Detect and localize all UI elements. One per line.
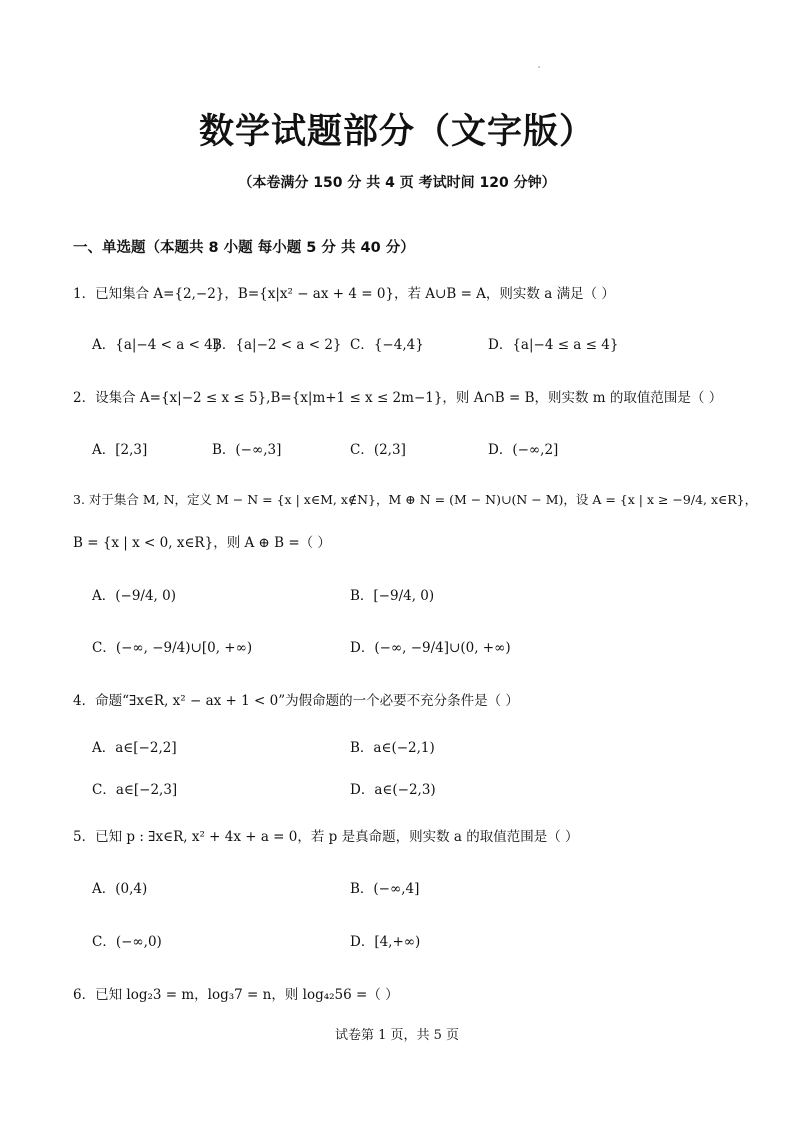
question-4-stem: 4．命题“∃x∈R, x² − ax + 1 < 0”为假命题的一个必要不充分条件是（ ） (73, 693, 519, 709)
question-2-stem: 2．设集合 A={x|−2 ≤ x ≤ 5},B={x|m+1 ≤ x ≤ 2m−1}，则 A∩B = B，则实数 m 的取值范围是（ ） (73, 390, 723, 406)
question-2-option-d: D．(−∞,2] (488, 442, 559, 458)
question-2-option-c: C．(2,3] (350, 442, 406, 458)
question-5-option-b: B．(−∞,4] (350, 881, 420, 897)
question-4-option-c: C．a∈[−2,3] (92, 782, 178, 798)
question-4-option-d: D．a∈(−2,3) (350, 782, 436, 798)
question-1-option-b: B．{a|−2 < a < 2} (212, 337, 342, 353)
scan-dot (538, 66, 540, 68)
page-footer: 试卷第 1 页，共 5 页 (334, 1028, 460, 1043)
question-1-option-a: A．{a|−4 < a < 4} (92, 337, 222, 353)
question-5-option-a: A．(0,4) (92, 881, 148, 897)
question-2-option-a: A．[2,3] (92, 442, 148, 458)
question-4-option-a: A．a∈[−2,2] (92, 740, 177, 756)
question-3-option-c: C．(−∞, −9/4)∪[0, +∞) (92, 640, 253, 656)
question-4-option-b: B．a∈(−2,1) (350, 740, 435, 756)
question-2-option-b: B．(−∞,3] (212, 442, 282, 458)
question-1-option-d: D．{a|−4 ≤ a ≤ 4} (488, 337, 619, 353)
page-title: 数学试题部分（文字版） (198, 112, 595, 152)
question-5-option-d: D．[4,+∞) (350, 934, 421, 950)
section-heading: 一、单选题（本题共 8 小题 每小题 5 分 共 40 分） (73, 240, 415, 256)
question-3-stem-line2: B = {x | x < 0, x∈R}，则 A ⊕ B =（ ） (73, 535, 331, 551)
question-6-stem: 6．已知 log₂3 = m，log₃7 = n，则 log₄₂56 =（ ） (73, 987, 399, 1003)
question-5-option-c: C．(−∞,0) (92, 934, 162, 950)
question-1-option-c: C．{−4,4} (350, 337, 424, 353)
page-subtitle: （本卷满分 150 分 共 4 页 考试时间 120 分钟） (238, 175, 556, 191)
question-3-option-a: A．(−9/4, 0) (92, 588, 176, 604)
question-3-option-d: D．(−∞, −9/4]∪(0, +∞) (350, 640, 511, 656)
question-3-stem: 3. 对于集合 M, N，定义 M − N = {x | x∈M, x∉N}，M ⊕ N = (M − N)∪(N − M)，设 A = {x | x ≥ −9/4, x∈R}， (73, 492, 758, 507)
question-5-stem: 5．已知 p : ∃x∈R, x² + 4x + a = 0，若 p 是真命题，则实数 a 的取值范围是（ ） (73, 829, 579, 845)
question-1-stem: 1．已知集合 A={2,−2}，B={x|x² − ax + 4 = 0}，若 A∪B = A，则实数 a 满足（ ） (73, 286, 615, 302)
question-3-option-b: B．[−9/4, 0) (350, 588, 435, 604)
